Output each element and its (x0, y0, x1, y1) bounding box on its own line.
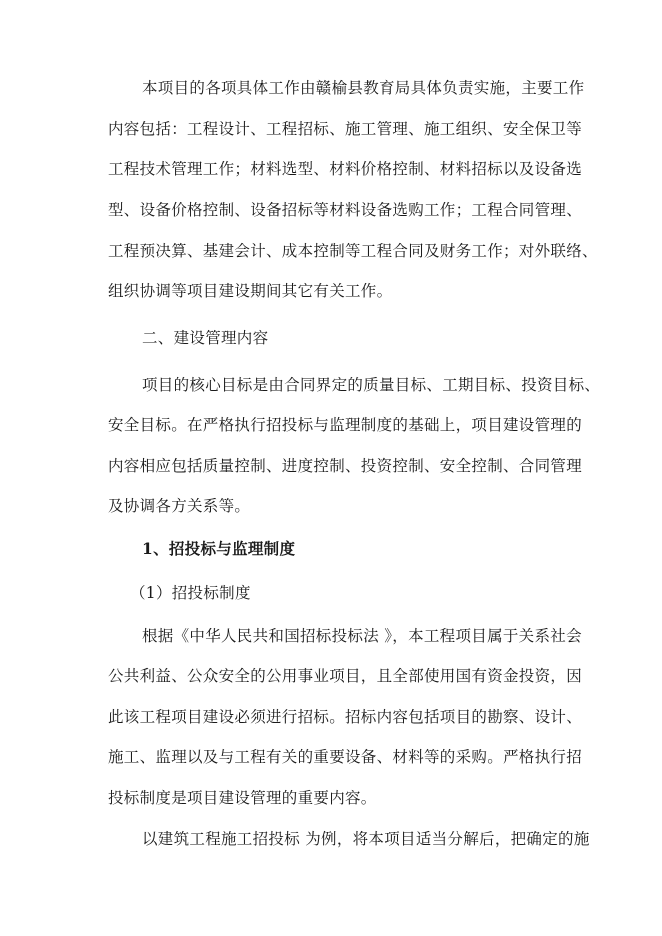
section-heading-construction-management: 二、建设管理内容 (142, 329, 269, 347)
paragraph-3-line-4: 施工、监理以及与工程有关的重要设备、材料等的采购。严格执行招 (108, 748, 583, 766)
paragraph-1-line-5: 工程预决算、基建会计、成本控制等工程合同及财务工作；对外联络、 (108, 242, 598, 260)
paragraph-4-line-1: 以建筑工程施工招投标 为例，将本项目适当分解后，把确定的施 (142, 830, 590, 848)
paragraph-1-line-6: 组织协调等项目建设期间其它有关工作。 (108, 282, 393, 300)
paragraph-2-line-2: 安全目标。在严格执行招投标与监理制度的基础上，项目建设管理的 (108, 416, 583, 434)
paragraph-2-line-3: 内容相应包括质量控制、进度控制、投资控制、安全控制、合同管理 (108, 457, 583, 475)
paragraph-3-line-5: 投标制度是项目建设管理的重要内容。 (108, 789, 377, 807)
paragraph-1-line-4: 型、设备价格控制、设备招标等材料设备选购工作；工程合同管理、 (108, 201, 583, 219)
paragraph-1-line-1: 本项目的各项具体工作由赣榆县教育局具体负责实施，主要工作 (142, 79, 585, 97)
subheading-bidding-system: （1）招投标制度 (130, 584, 251, 602)
paragraph-3-line-2: 公共利益、公众安全的公用事业项目，且全部使用国有资金投资，因 (108, 667, 583, 685)
subheading-bidding-supervision: 1、招投标与监理制度 (142, 539, 296, 558)
paragraph-1-line-3: 工程技术管理工作；材料选型、材料价格控制、材料招标以及设备选 (108, 160, 583, 178)
paragraph-3-line-1: 根据《中华人民共和国招标投标法 》，本工程项目属于关系社会 (142, 627, 582, 645)
paragraph-2-line-1: 项目的核心目标是由合同界定的质量目标、工期目标、投资目标、 (142, 376, 601, 394)
paragraph-1-line-2: 内容包括：工程设计、工程招标、施工管理、施工组织、安全保卫等 (108, 120, 583, 138)
paragraph-2-line-4: 及协调各方关系等。 (108, 497, 251, 515)
paragraph-3-line-3: 此该工程项目建设必须进行招标。招标内容包括项目的勘察、设计、 (108, 708, 583, 726)
